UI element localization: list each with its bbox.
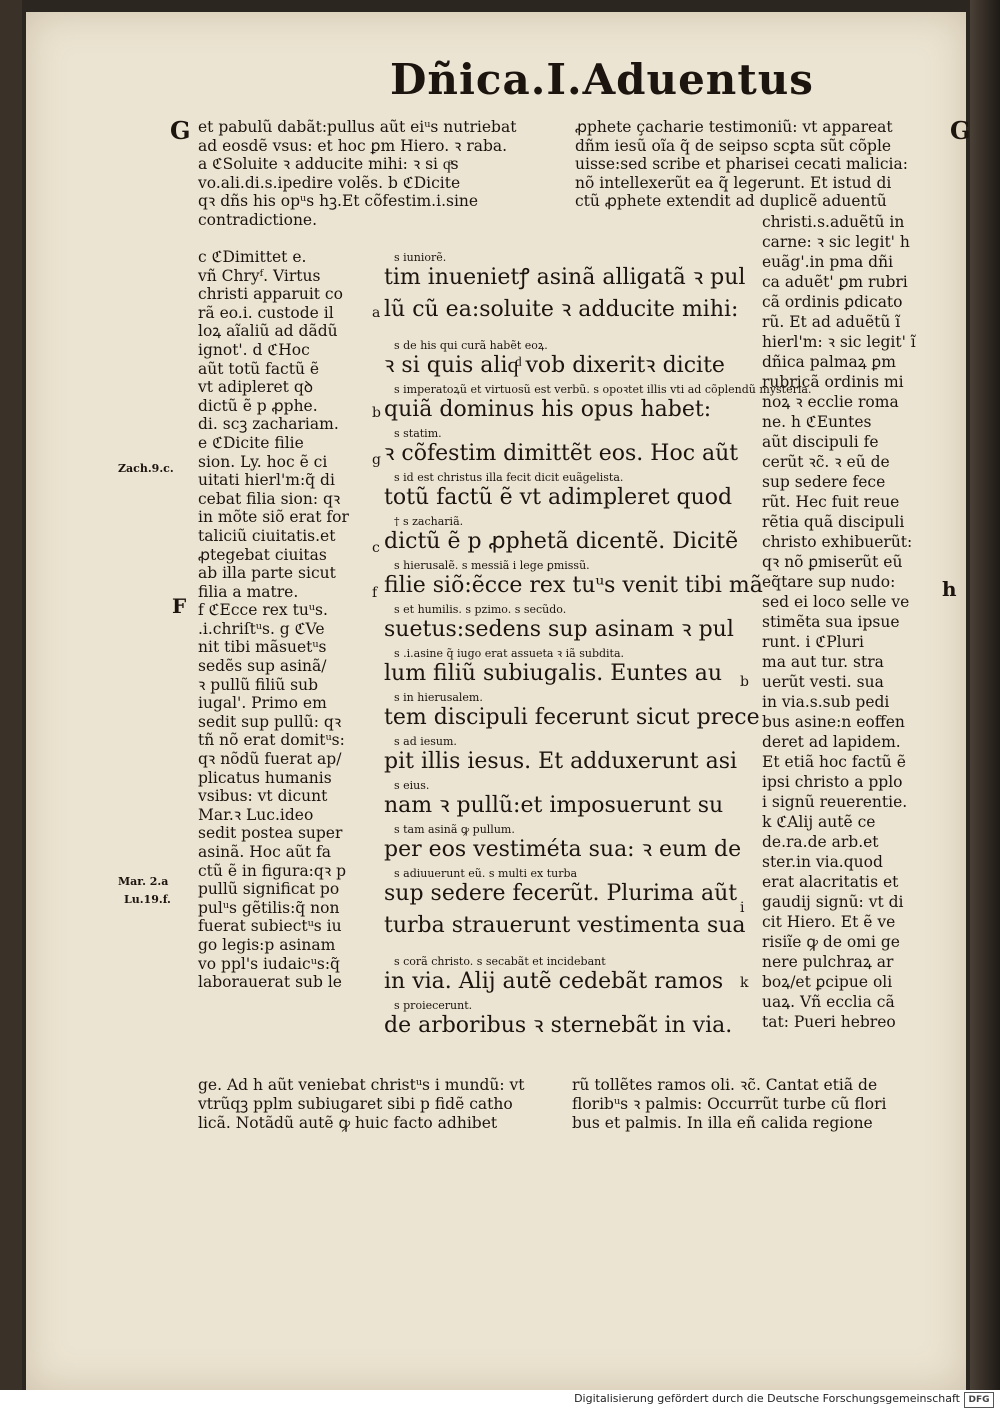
commentary-line: fuerat subiectᵘs iu bbox=[198, 917, 342, 936]
gospel-line: dictũ ẽ p ꝓphetã dicentẽ. Dicitẽ bbox=[384, 529, 739, 554]
commentary-line: i signũ reuerentie. bbox=[762, 793, 908, 811]
commentary-line: erat alacritatis et bbox=[762, 873, 899, 891]
commentary-line: rubricã ordinis mi bbox=[762, 373, 904, 391]
gospel-line: nam ꝛ pullũ:et imposuerunt su bbox=[384, 793, 724, 818]
interlinear-gloss: s statim. bbox=[394, 427, 442, 440]
gospel-line: suetus:sedens sup asinam ꝛ pul bbox=[384, 617, 734, 642]
commentary-line: sedit postea super bbox=[198, 824, 343, 843]
interlinear-gloss: s de his qui curã habẽt eoꝝ. bbox=[394, 339, 548, 352]
commentary-line: de.ra.de arb.et bbox=[762, 833, 879, 851]
commentary-left-column bbox=[198, 248, 349, 992]
commentary-line: nit tibi mãsuetᵘs bbox=[198, 638, 327, 657]
commentary-line: noꝝ ꝛ ecclie roma bbox=[762, 393, 899, 411]
commentary-line: in mõte siõ erat for bbox=[198, 508, 349, 527]
interlinear-gloss: s in hierusalem. bbox=[394, 691, 483, 704]
commentary-line: .i.chriſtᵘs. g ℭVe bbox=[198, 619, 325, 638]
commentary-line: ꝓtegebat ciuitas bbox=[198, 545, 327, 564]
commentary-line: nere pulchraꝝ ar bbox=[762, 953, 894, 971]
commentary-line: rã eo.i. custode il bbox=[198, 303, 334, 322]
interlinear-gloss: s ad iesum. bbox=[394, 735, 457, 748]
commentary-left-top bbox=[198, 118, 516, 229]
interlinear-gloss: s proiecerunt. bbox=[394, 999, 473, 1012]
center-mark-b: b bbox=[372, 405, 381, 421]
commentary-line: carne: ꝛ sic legit' h bbox=[762, 233, 910, 251]
commentary-line: qꝛ nõdũ fuerat ap/ bbox=[198, 750, 342, 769]
commentary-line: ca aduẽt' ꝑm rubri bbox=[762, 273, 908, 291]
commentary-line: et pabulũ dabãt:pullus aũt eiᵘs nutriebat bbox=[198, 118, 517, 136]
commentary-line: risiĩe ꝙ de omi ge bbox=[762, 933, 900, 951]
commentary-line: vsibus: vt dicunt bbox=[198, 787, 328, 806]
gospel-line: lũ cũ ea:soluite ꝛ adducite mihi: bbox=[384, 297, 739, 322]
margin-ref-zach: Zach.9.c. bbox=[118, 462, 174, 475]
interlinear-gloss: s adiuuerunt eũ. s multi ex turba bbox=[394, 867, 578, 880]
center-mark-a: a bbox=[372, 305, 381, 321]
commentary-line: bus asine:n eoffen bbox=[762, 713, 905, 731]
center-mark-g: g bbox=[372, 452, 381, 468]
commentary-line: c ℭDimittet e. bbox=[198, 248, 307, 266]
margin-ref-luc: Lu.19.f. bbox=[124, 893, 171, 906]
center-mark-b2: b bbox=[740, 674, 749, 690]
interlinear-gloss: s iuniorẽ. bbox=[394, 251, 447, 264]
commentary-line: k ℭAlij autẽ ce bbox=[762, 813, 876, 831]
commentary-line: uitati hierl'm:q̃ di bbox=[198, 471, 335, 490]
gospel-line: filie siõ:ẽcce rex tuᵘs venit tibi mã bbox=[384, 573, 763, 598]
margin-mark-top-right: G bbox=[950, 116, 971, 145]
gospel-line: pit illis iesus. Et adduxerunt asi bbox=[384, 749, 738, 774]
commentary-line: pulᵘs gẽtilis:q̃ non bbox=[198, 898, 340, 917]
commentary-line: vo.ali.di.s.ipedire volẽs. b ℭDicite bbox=[198, 173, 461, 192]
commentary-line: pullũ significat po bbox=[198, 880, 340, 899]
commentary-line: iugal'. Primo em bbox=[198, 694, 327, 713]
gospel-line: de arboribus ꝛ sternebãt in via. bbox=[384, 1013, 733, 1038]
commentary-line: ipsi christo a pplo bbox=[762, 773, 903, 791]
gospel-line: quiã dominus his opus habet: bbox=[384, 397, 712, 422]
commentary-line: go legis:p asinam bbox=[198, 935, 336, 954]
commentary-line: vñ Chryᶠ. Virtus bbox=[198, 266, 321, 285]
margin-mark-f: F bbox=[172, 594, 187, 618]
interlinear-gloss: s corã christo. s secabãt et incidebant bbox=[394, 955, 606, 968]
center-mark-f: f bbox=[372, 585, 378, 601]
page-heading: Dñica.I.Aduentus bbox=[390, 55, 814, 104]
commentary-line: christi apparuit co bbox=[198, 285, 343, 304]
gospel-line: ꝛ si quis aliqͩ vob dixeritꝛ dicite bbox=[384, 353, 725, 378]
gospel-line: sup sedere fecerũt. Plurima aũt bbox=[384, 881, 738, 906]
commentary-line: ne. h ℭEuntes bbox=[762, 413, 872, 431]
interlinear-gloss: s id est christus illa fecit dicit euãgelista. bbox=[394, 471, 624, 484]
commentary-line: di. scꝫ zachariam. bbox=[198, 415, 339, 434]
commentary-line: ctũ ẽ in figura:qꝛ p bbox=[198, 861, 347, 880]
commentary-line: sup sedere fece bbox=[762, 473, 886, 491]
commentary-line: taliciũ ciuitatis.et bbox=[198, 526, 336, 545]
commentary-line: qꝛ dñs his opᵘs hꝫ.Et cõfestim.i.sine bbox=[198, 192, 479, 210]
center-mark-i: i bbox=[740, 900, 745, 916]
gospel-line: totũ factũ ẽ vt adimpleret quod bbox=[384, 485, 733, 510]
commentary-line: rũ. Et ad aduẽtũ ĩ bbox=[762, 313, 901, 331]
commentary-line: ma aut tur. stra bbox=[762, 653, 884, 671]
commentary-line: ab illa parte sicut bbox=[198, 564, 336, 583]
commentary-line: ctũ ꝓphete extendit ad duplicẽ aduentũ bbox=[575, 192, 887, 210]
commentary-line: ge. Ad h aũt veniebat christᵘs i mundũ: vt bbox=[198, 1076, 525, 1094]
commentary-line: euãg'.in pma dñi bbox=[762, 253, 894, 271]
commentary-line: a ℭSoluite ꝛ adducite mihi: ꝛ si qͣs bbox=[198, 155, 459, 173]
commentary-line: bus et palmis. In illa eñ calida regione bbox=[572, 1114, 873, 1132]
scan-frame-left bbox=[0, 0, 22, 1390]
commentary-line: licã. Notãdũ autẽ ꝙ huic facto adhibet bbox=[198, 1114, 498, 1132]
commentary-line: tñ nõ erat domitᵘs: bbox=[198, 731, 345, 750]
commentary-right-top bbox=[575, 118, 908, 211]
commentary-bottom-right bbox=[572, 1076, 886, 1133]
commentary-line: in via.s.sub pedi bbox=[762, 693, 890, 711]
commentary-line: uerũt vesti. sua bbox=[762, 673, 884, 691]
commentary-line: aũt totũ factũ ẽ bbox=[198, 359, 320, 378]
commentary-line: dictũ ẽ p ꝓphe. bbox=[198, 396, 318, 415]
commentary-line: contradictione. bbox=[198, 210, 318, 229]
commentary-line: ster.in via.quod bbox=[762, 853, 883, 871]
margin-mark-h: h bbox=[942, 577, 957, 601]
commentary-line: christi.s.aduẽtũ in bbox=[762, 213, 905, 231]
commentary-line: dñm iesũ oĩa q̃ de seipso scꝑta sũt cõple bbox=[575, 136, 892, 155]
commentary-line: asinã. Hoc aũt fa bbox=[198, 843, 332, 861]
commentary-line: floribᵘs ꝛ palmis: Occurrũt turbe cũ flori bbox=[572, 1095, 887, 1113]
commentary-line: cã ordinis ꝑdicato bbox=[762, 293, 903, 311]
commentary-line: vtrũqꝫ pplm subiugaret sibi p fidẽ catho bbox=[198, 1095, 513, 1113]
commentary-line: ꝛ pullũ filiũ sub bbox=[198, 675, 319, 694]
interlinear-gloss: s tam asinã ꝙ pullum. bbox=[394, 823, 515, 836]
commentary-line: vt adipleret qꝺ bbox=[198, 378, 314, 397]
commentary-line: ꝓphete çacharie testimoniũ: vt appareat bbox=[575, 118, 893, 136]
commentary-line: laborauerat sub le bbox=[198, 973, 342, 992]
commentary-line: uisse:sed scribe et pharisei cecati malicia: bbox=[575, 155, 908, 173]
gospel-text-center bbox=[384, 252, 811, 1044]
commentary-line: tat: Pueri hebreo bbox=[762, 1013, 896, 1031]
commentary-line: christo exhibuerũt: bbox=[762, 533, 913, 551]
commentary-line: Et etiã hoc factũ ẽ bbox=[762, 753, 906, 771]
commentary-line: Mar.ꝛ Luc.ideo bbox=[198, 805, 314, 824]
gospel-line: turba strauerunt vestimenta sua bbox=[384, 913, 746, 938]
commentary-line: sion. Ly. hoc ẽ ci bbox=[198, 452, 328, 471]
gospel-line: tim inuenietꝭ asinã alligatã ꝛ pul bbox=[384, 265, 746, 290]
commentary-line: stimẽta sua ipsue bbox=[762, 613, 900, 631]
commentary-line: filia a matre. bbox=[198, 582, 299, 601]
commentary-line: deret ad lapidem. bbox=[762, 733, 901, 751]
footer-bar bbox=[0, 1390, 1000, 1409]
center-mark-k: k bbox=[740, 975, 749, 991]
commentary-line: loꝝ aĩaliũ ad dãdũ bbox=[198, 322, 338, 341]
footer-text: Digitalisierung gefördert durch die Deutsche Forschungsgemeinschaft bbox=[574, 1392, 960, 1405]
margin-mark-top-left: G bbox=[170, 116, 191, 145]
commentary-line: rũt. Hec fuit reue bbox=[762, 493, 900, 511]
gospel-line: tem discipuli fecerunt sicut prece bbox=[384, 705, 760, 730]
center-mark-c: c bbox=[372, 540, 380, 556]
commentary-line: boꝝ/et ꝑcipue oli bbox=[762, 973, 893, 991]
scan-frame-right bbox=[970, 0, 1000, 1390]
commentary-line: rẽtia quã discipuli bbox=[762, 513, 905, 531]
commentary-line: hierl'm: ꝛ sic legit' ĩ bbox=[762, 333, 916, 351]
commentary-line: e ℭDicite filie bbox=[198, 433, 304, 452]
margin-ref-mar: Mar. 2.a bbox=[118, 875, 169, 888]
gospel-line: ꝛ cõfestim dimittẽt eos. Hoc aũt bbox=[384, 441, 739, 466]
commentary-line: sedit sup pullũ: qꝛ bbox=[198, 712, 342, 731]
commentary-line: f ℭEcce rex tuᵘs. bbox=[198, 601, 328, 620]
gospel-line: in via. Alij autẽ cedebãt ramos bbox=[384, 969, 724, 994]
commentary-line: ad eosdẽ vsus: et hoc ꝑm Hiero. ꝛ raba. bbox=[198, 136, 508, 155]
commentary-line: cebat filia sion: qꝛ bbox=[198, 489, 341, 508]
interlinear-gloss: † s zachariã. bbox=[394, 515, 464, 528]
commentary-line: dñica palmaꝝ ꝑm bbox=[762, 353, 896, 371]
commentary-line: sed ei loco selle ve bbox=[762, 593, 910, 611]
interlinear-gloss: s eius. bbox=[394, 779, 430, 792]
commentary-line: eq̃tare sup nudo: bbox=[762, 573, 896, 591]
dfg-logo-icon: DFG bbox=[964, 1392, 994, 1408]
interlinear-gloss: s hierusalẽ. s messiã i lege ꝑmissũ. bbox=[394, 559, 590, 572]
commentary-bottom-left bbox=[198, 1076, 525, 1133]
interlinear-gloss: s imperatoꝝũ et virtuosũ est verbũ. s opoꝛtet illis vti ad cõplendũ mysteria. bbox=[394, 383, 812, 396]
commentary-line: uaꝝ. Vñ ecclia cã bbox=[762, 993, 895, 1011]
commentary-line: cerũt ꝛc̃. ꝛ eũ de bbox=[762, 453, 890, 471]
gospel-line: lum filiũ subiugalis. Euntes au bbox=[384, 661, 723, 686]
interlinear-gloss: s .i.asine q̃ iugo erat assueta ꝛ iã subdita. bbox=[394, 647, 625, 660]
commentary-line: ignot'. d ℭHoc bbox=[198, 340, 310, 359]
commentary-line: nõ intellexerũt ea q̃ legerunt. Et istud di bbox=[575, 173, 892, 192]
interlinear-gloss: s et humilis. s pzimo. s secũdo. bbox=[394, 603, 567, 616]
commentary-line: aũt discipuli fe bbox=[762, 433, 879, 451]
commentary-line: vo ppl's iudaicᵘs:q̃ bbox=[198, 954, 340, 973]
gospel-line: per eos vestiméta sua: ꝛ eum de bbox=[384, 837, 742, 862]
commentary-line: sedẽs sup asinã/ bbox=[198, 657, 327, 676]
commentary-line: runt. i ℭPluri bbox=[762, 633, 864, 651]
commentary-line: gaudij signũ: vt di bbox=[762, 893, 904, 911]
commentary-line: plicatus humanis bbox=[198, 768, 332, 787]
commentary-line: rũ tollẽtes ramos oli. ꝛc̃. Cantat etiã de bbox=[572, 1076, 878, 1094]
commentary-line: cit Hiero. Et ẽ ve bbox=[762, 913, 896, 931]
commentary-line: qꝛ nõ ꝑmiserũt eũ bbox=[762, 553, 903, 571]
